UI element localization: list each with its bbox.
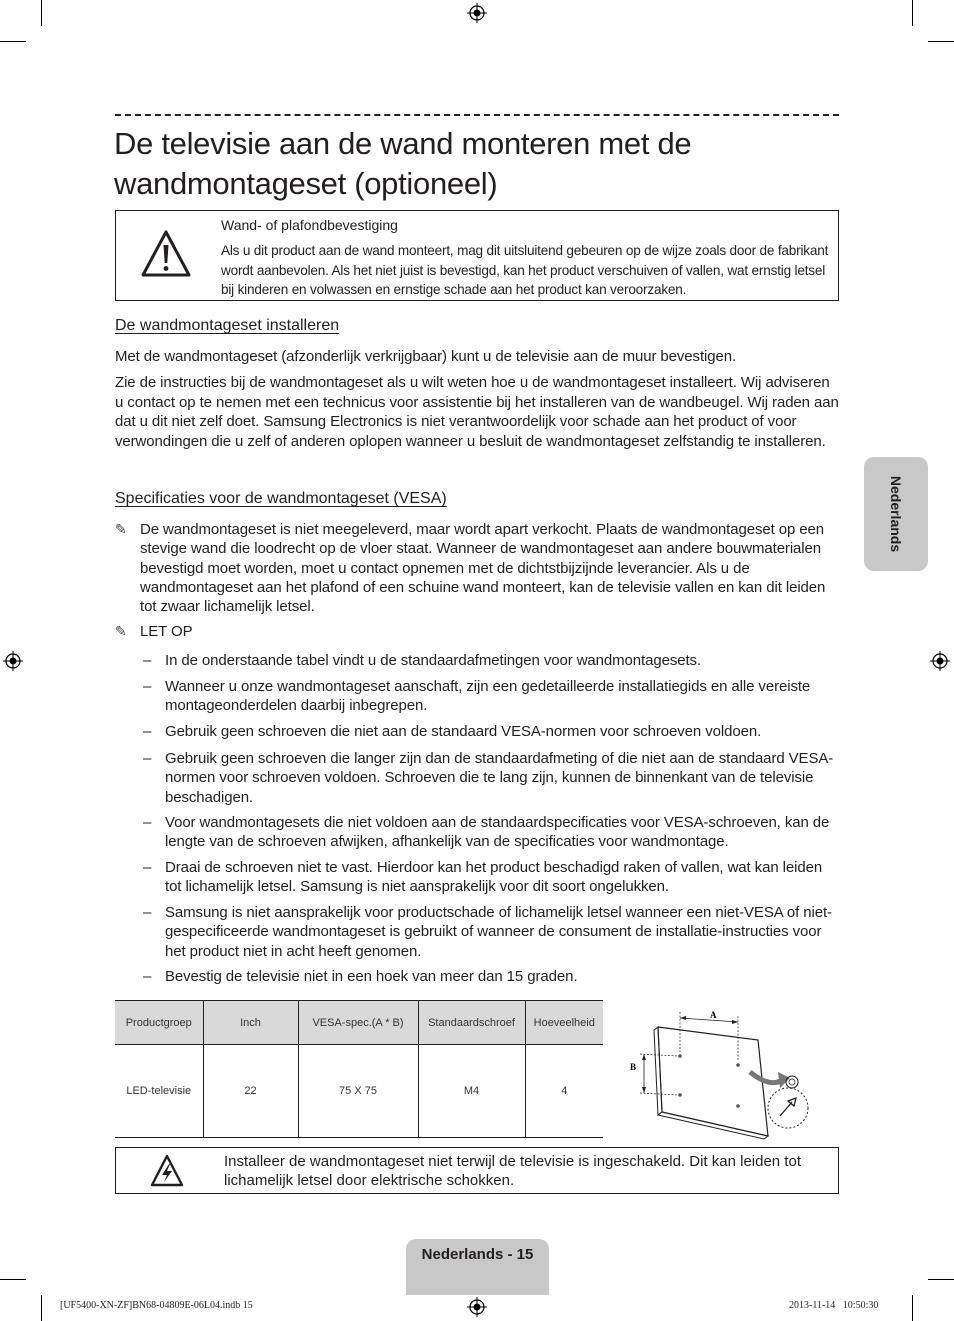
note-pencil-icon: ✎	[115, 623, 127, 639]
bullet-text: Samsung is niet aansprakelijk voor productschade of lichamelijk letsel wanneer een niet-VESA of niet-gespecificeerde wandmontageset is gebruikt of wanneer de consument de installatie-instructies voor het product niet in acht heeft genomen.	[165, 904, 832, 960]
note-text: De wandmontageset is niet meegeleverd, maar wordt apart verkocht. Plaats de wandmontageset op een stevige wand die loodrecht op de vloer staat. Wanneer de wandmontageset aan andere bouwmaterialen bevestigd moet worden, moet u contact opnemen met de dichtstbijzijnde leverancier. Als u de wandmontageset aan het plafond of een schuine wand monteert, kan de televisie vallen en kan dit leiden tot zwaar lichamelijk letsel.	[140, 521, 826, 616]
table-header-cell: Productgroep	[115, 1001, 203, 1045]
bullet-text: Gebruik geen schroeven die langer zijn dan de standaardafmeting of die niet aan de standaard VESA-normen voor schroeven voldoen. Schroeven die te lang zijn, kunnen de binnenkant van de televisie beschadigen.	[165, 750, 834, 806]
crop-mark	[41, 0, 42, 26]
title-line: De televisie aan de wand monteren met de	[114, 126, 692, 161]
table-header-cell: Hoeveelheid	[525, 1001, 603, 1045]
crop-mark	[0, 1279, 26, 1280]
warning-heading: Wand- of plafondbevestiging	[221, 217, 398, 233]
electric-shock-icon	[150, 1154, 184, 1188]
bullet-text: Draai de schroeven niet te vast. Hierdoor kan het product beschadigd raken of vallen, wat kan leiden tot lichamelijk letsel. Samsung is niet aansprakelijk voor dit soort ongelukken.	[165, 859, 823, 896]
bullet-dash: –	[143, 678, 152, 695]
crop-mark	[912, 1295, 913, 1321]
page-number-tab	[406, 1239, 549, 1295]
crop-mark	[928, 1279, 954, 1280]
registration-mark-icon	[467, 3, 487, 23]
bullet-dash: –	[143, 652, 152, 669]
bullet-text: Voor wandmontagesets die niet voldoen aan de standaardspecificaties voor VESA-schroeven, kan de lengte van de schroeven afwijken, afhankelijk van de specificaties voor wandmontage.	[165, 814, 830, 851]
table-cell: 22	[203, 1045, 298, 1138]
bullet-text: Gebruik geen schroeven die niet aan de standaard VESA-normen voor schroeven voldoen.	[165, 723, 762, 740]
table-header-cell: VESA-spec.(A * B)	[298, 1001, 418, 1045]
section-heading-vesa: Specificaties voor de wandmontageset (VESA)	[115, 490, 447, 507]
diagram-label-a: A	[710, 1010, 717, 1020]
table-header-cell: Inch	[203, 1001, 298, 1045]
table-cell: 4	[525, 1045, 603, 1138]
warning-triangle-icon	[140, 229, 192, 279]
print-timestamp: 2013-11-14 10:50:30	[789, 1300, 879, 1311]
title-rule	[115, 114, 839, 116]
table-cell: 75 X 75	[298, 1045, 418, 1138]
page-title	[114, 124, 838, 204]
registration-mark-icon	[930, 651, 950, 671]
warning-text: Als u dit product aan de wand monteert, mag dit uitsluitend gebeuren op de wijze zoals door de fabrikant wordt aanbevolen. Als het niet juist is bevestigd, kan het product verschuiven of vallen, wat ernstig letsel bij kinderen en volwassen en ernstige schade aan het product kan veroorzaken.	[221, 243, 829, 297]
language-side-tab	[864, 457, 928, 571]
crop-mark	[41, 1295, 42, 1321]
electric-shock-warning-text: Installeer de wandmontageset niet terwijl de televisie is ingeschakeld. Dit kan leiden tot lichamelijk letsel door elektrische schokken.	[224, 1153, 801, 1189]
bullet-text: Wanneer u onze wandmontageset aanschaft, zijn een gedetailleerde installatiegids en alle vereiste montageonderdelen daarbij inbegrepen.	[165, 678, 811, 715]
install-paragraph: Zie de instructies bij de wandmontageset als u wilt weten hoe u de wandmontageset installeert. Wij adviseren u contact op te nemen met een technicus voor assistentie bij het installeren van de wandbeugel. Wij raden aan dat u dit niet zelf doet. Samsung Electronics is niet verantwoordelijk voor schade aan het product of voor verwondingen die u zelf of anderen oplopen wanneer u besluit de wandmontageset zelfstandig te installeren.	[115, 374, 839, 450]
bullet-dash: –	[143, 750, 152, 767]
note-item	[115, 520, 839, 618]
crop-mark	[928, 41, 954, 42]
install-paragraph: Met de wandmontageset (afzonderlijk verkrijgbaar) kunt u de televisie aan de muur bevestigen.	[115, 348, 737, 365]
warning-box	[115, 210, 839, 301]
note-text: LET OP	[140, 623, 193, 640]
bullet-dash: –	[143, 723, 152, 740]
registration-mark-icon	[467, 1297, 487, 1317]
crop-mark	[0, 41, 26, 42]
bullet-dash: –	[143, 859, 152, 876]
print-file-info: [UF5400-XN-ZF]BN68-04809E-06L04.indb 15	[60, 1300, 253, 1311]
note-item	[115, 622, 839, 642]
table-row	[115, 1045, 603, 1138]
table-cell: M4	[418, 1045, 525, 1138]
bullet-text: Bevestig de televisie niet in een hoek van meer dan 15 graden.	[165, 968, 578, 985]
bullet-dash: –	[143, 814, 152, 831]
vesa-spec-table	[115, 1000, 603, 1138]
tv-mount-diagram	[620, 1002, 820, 1142]
electric-shock-warning-box	[115, 1147, 839, 1194]
registration-mark-icon	[3, 651, 23, 671]
section-heading-install: De wandmontageset installeren	[115, 317, 340, 334]
bullet-dash: –	[143, 968, 152, 985]
table-header-row	[115, 1001, 603, 1045]
note-pencil-icon: ✎	[115, 521, 127, 537]
page-number-label: Nederlands - 15	[421, 1246, 534, 1263]
table-header-cell: Standaardschroef	[418, 1001, 525, 1045]
bullet-dash: –	[143, 904, 152, 921]
title-line: wandmontageset (optioneel)	[114, 166, 498, 201]
bullet-text: In de onderstaande tabel vindt u de standaardafmetingen voor wandmontagesets.	[165, 652, 702, 669]
crop-mark	[912, 0, 913, 26]
language-side-tab-label: Nederlands	[888, 475, 904, 553]
diagram-label-b: B	[630, 1062, 637, 1072]
table-cell: LED-televisie	[115, 1045, 203, 1138]
